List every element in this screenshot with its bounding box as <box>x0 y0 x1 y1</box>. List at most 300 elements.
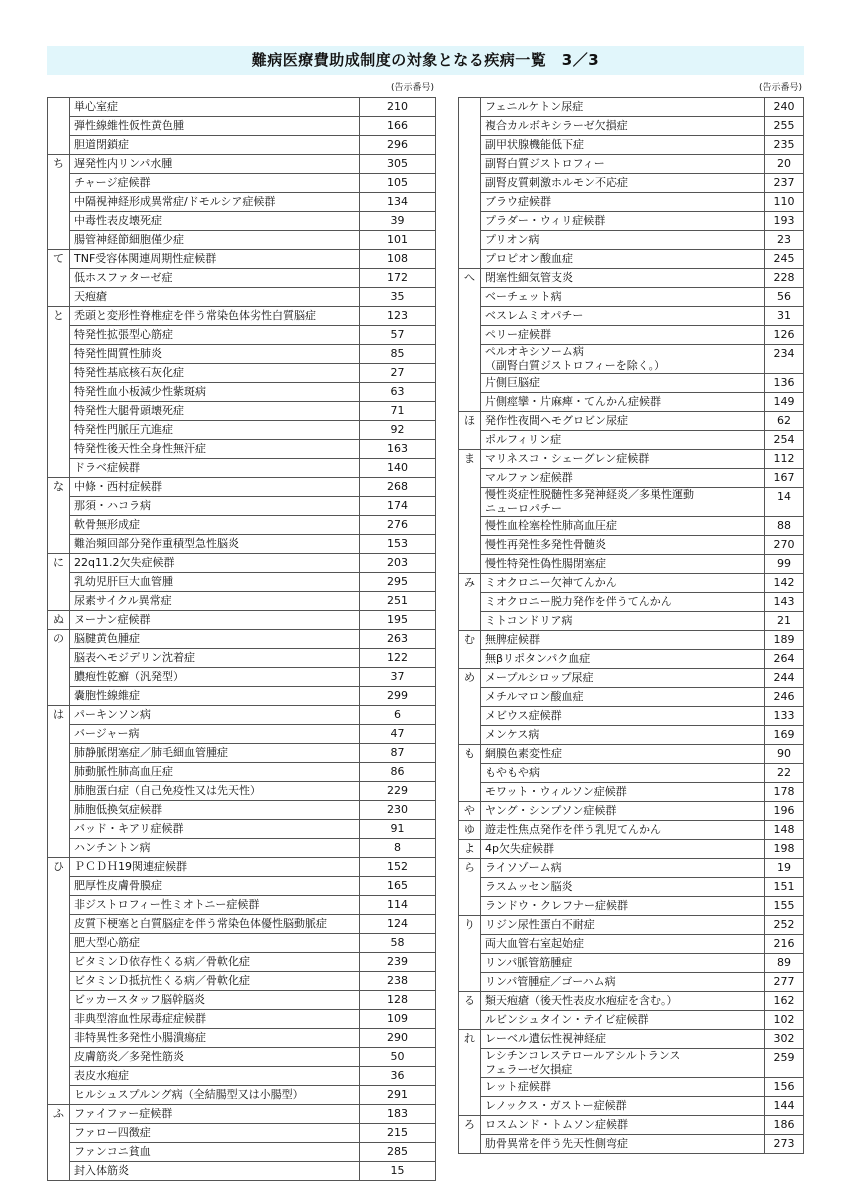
table-row <box>48 459 436 478</box>
table-row <box>48 364 436 383</box>
notification-number: 151 <box>765 878 804 897</box>
table-row <box>48 269 436 288</box>
table-row <box>459 973 804 992</box>
disease-name: 中條・西村症候群 <box>70 478 360 497</box>
table-row <box>459 174 804 193</box>
disease-name: 特発性大腿骨頭壊死症 <box>70 402 360 421</box>
table-row <box>48 668 436 687</box>
disease-name: プリオン病 <box>481 231 765 250</box>
notification-number: 20 <box>765 155 804 174</box>
table-row <box>459 802 804 821</box>
kana-group-label: や <box>459 802 481 821</box>
notification-number: 251 <box>360 592 436 611</box>
disease-name: 那須・ハコラ病 <box>70 497 360 516</box>
notification-number: 39 <box>360 212 436 231</box>
notification-number: 136 <box>765 374 804 393</box>
notification-number: 92 <box>360 421 436 440</box>
table-row <box>48 307 436 326</box>
disease-name: 尿素サイクル異常症 <box>70 592 360 611</box>
notification-number: 216 <box>765 935 804 954</box>
kana-group-label: む <box>459 631 481 669</box>
notification-number: 215 <box>360 1124 436 1143</box>
disease-name: バッド・キアリ症候群 <box>70 820 360 839</box>
kana-group-label: め <box>459 669 481 745</box>
table-row <box>459 935 804 954</box>
notification-number: 163 <box>360 440 436 459</box>
disease-name: もやもや病 <box>481 764 765 783</box>
kana-group-label: な <box>48 478 70 554</box>
kana-group-label: み <box>459 574 481 631</box>
notification-number: 58 <box>360 934 436 953</box>
table-row <box>48 972 436 991</box>
notification-number: 37 <box>360 668 436 687</box>
table-row <box>48 706 436 725</box>
notification-number: 109 <box>360 1010 436 1029</box>
table-row <box>48 383 436 402</box>
disease-name: 嚢胞性線維症 <box>70 687 360 706</box>
notification-number: 166 <box>360 117 436 136</box>
table-row <box>48 98 436 117</box>
table-row <box>459 916 804 935</box>
notification-number: 87 <box>360 744 436 763</box>
notification-number: 165 <box>360 877 436 896</box>
table-row <box>48 725 436 744</box>
disease-name: 脳表ヘモジデリン沈着症 <box>70 649 360 668</box>
kana-group-label: ぬ <box>48 611 70 630</box>
notification-number: 128 <box>360 991 436 1010</box>
notification-number: 143 <box>765 593 804 612</box>
kana-group-label: ゆ <box>459 821 481 840</box>
notification-number: 255 <box>765 117 804 136</box>
notification-number: 102 <box>765 1011 804 1030</box>
notification-number: 183 <box>360 1105 436 1124</box>
disease-name: フェニルケトン尿症 <box>481 98 765 117</box>
disease-name: 副腎皮質刺激ホルモン不応症 <box>481 174 765 193</box>
table-row <box>48 896 436 915</box>
table-row <box>48 1143 436 1162</box>
notification-number: 252 <box>765 916 804 935</box>
kana-group-label: へ <box>459 269 481 412</box>
notification-number: 239 <box>360 953 436 972</box>
table-row <box>459 98 804 117</box>
table-row <box>459 859 804 878</box>
disease-name: 単心室症 <box>70 98 360 117</box>
table-row <box>459 155 804 174</box>
table-row <box>459 1097 804 1116</box>
table-row <box>459 1011 804 1030</box>
disease-name: プラダー・ウィリ症候群 <box>481 212 765 231</box>
disease-name: ヤング・シンプソン症候群 <box>481 802 765 821</box>
table-row <box>459 1078 804 1097</box>
disease-name: 無脾症候群 <box>481 631 765 650</box>
table-row <box>48 687 436 706</box>
notification-number: 305 <box>360 155 436 174</box>
notification-number: 276 <box>360 516 436 535</box>
table-row <box>48 155 436 174</box>
notification-number: 133 <box>765 707 804 726</box>
disease-name: 網膜色素変性症 <box>481 745 765 764</box>
table-row <box>459 688 804 707</box>
kana-group-label: ろ <box>459 1116 481 1154</box>
kana-group-label: に <box>48 554 70 611</box>
table-row <box>459 412 804 431</box>
disease-name: 膿疱性乾癬（汎発型） <box>70 668 360 687</box>
notification-number: 245 <box>765 250 804 269</box>
notification-number: 99 <box>765 555 804 574</box>
table-row <box>459 193 804 212</box>
disease-name: 片側痙攣・片麻痺・てんかん症候群 <box>481 393 765 412</box>
disease-name: ビタミンＤ抵抗性くる病／骨軟化症 <box>70 972 360 991</box>
notification-number: 210 <box>360 98 436 117</box>
table-row <box>459 954 804 973</box>
table-row <box>48 763 436 782</box>
notification-number: 105 <box>360 174 436 193</box>
notification-number: 112 <box>765 450 804 469</box>
notification-number: 124 <box>360 915 436 934</box>
disease-name: プロピオン酸血症 <box>481 250 765 269</box>
table-row <box>459 288 804 307</box>
notification-number: 277 <box>765 973 804 992</box>
table-row <box>459 326 804 345</box>
notification-number: 169 <box>765 726 804 745</box>
table-row <box>459 469 804 488</box>
notification-number: 88 <box>765 517 804 536</box>
notification-number: 57 <box>360 326 436 345</box>
notification-number: 114 <box>360 896 436 915</box>
notification-number: 234 <box>765 345 804 374</box>
disease-name: 肺動脈性肺高血圧症 <box>70 763 360 782</box>
table-row <box>459 393 804 412</box>
notification-number: 36 <box>360 1067 436 1086</box>
disease-name: ファイファー症候群 <box>70 1105 360 1124</box>
disease-name: 4p欠失症候群 <box>481 840 765 859</box>
notification-number: 174 <box>360 497 436 516</box>
table-row <box>459 307 804 326</box>
notification-number: 228 <box>765 269 804 288</box>
right-column <box>458 80 804 1154</box>
table-row <box>459 488 804 517</box>
disease-name: ハンチントン病 <box>70 839 360 858</box>
notification-number: 62 <box>765 412 804 431</box>
notification-number: 23 <box>765 231 804 250</box>
table-row <box>48 1048 436 1067</box>
disease-name: 無βリポタンパク血症 <box>481 650 765 669</box>
notification-number: 296 <box>360 136 436 155</box>
table-row <box>48 858 436 877</box>
disease-name: 表皮水疱症 <box>70 1067 360 1086</box>
notification-number: 193 <box>765 212 804 231</box>
disease-name: 肺胞蛋白症（自己免疫性又は先天性） <box>70 782 360 801</box>
table-row <box>48 421 436 440</box>
disease-name: ビタミンＤ依存性くる病／骨軟化症 <box>70 953 360 972</box>
table-row <box>48 915 436 934</box>
disease-name: 22q11.2欠失症候群 <box>70 554 360 573</box>
disease-name: 特発性後天性全身性無汗症 <box>70 440 360 459</box>
table-row <box>48 345 436 364</box>
table-row <box>48 782 436 801</box>
notification-number: 198 <box>765 840 804 859</box>
kana-group-label: る <box>459 992 481 1030</box>
notification-number: 126 <box>765 326 804 345</box>
disease-name: 発作性夜間ヘモグロビン尿症 <box>481 412 765 431</box>
disease-name: ペリー症候群 <box>481 326 765 345</box>
table-row <box>48 592 436 611</box>
disease-name: ベーチェット病 <box>481 288 765 307</box>
disease-name: 慢性特発性偽性腸閉塞症 <box>481 555 765 574</box>
disease-name: レット症候群 <box>481 1078 765 1097</box>
notification-number: 290 <box>360 1029 436 1048</box>
disease-name: 脳腱黄色腫症 <box>70 630 360 649</box>
table-row <box>459 536 804 555</box>
notification-number: 237 <box>765 174 804 193</box>
table-row <box>48 117 436 136</box>
notification-number: 47 <box>360 725 436 744</box>
table-row <box>48 516 436 535</box>
table-row <box>48 1105 436 1124</box>
disease-name: ライソゾーム病 <box>481 859 765 878</box>
kana-group-label: も <box>459 745 481 802</box>
disease-name: 慢性再発性多発性骨髄炎 <box>481 536 765 555</box>
disease-name: 閉塞性細気管支炎 <box>481 269 765 288</box>
notification-number: 19 <box>765 859 804 878</box>
disease-name: 低ホスファターゼ症 <box>70 269 360 288</box>
disease-name: 類天疱瘡（後天性表皮水疱症を含む。） <box>481 992 765 1011</box>
table-row <box>48 649 436 668</box>
table-row <box>459 612 804 631</box>
notification-number: 110 <box>765 193 804 212</box>
notification-number: 31 <box>765 307 804 326</box>
table-row <box>48 934 436 953</box>
disease-name: 両大血管右室起始症 <box>481 935 765 954</box>
disease-name: 封入体筋炎 <box>70 1162 360 1181</box>
kana-group-label: ら <box>459 859 481 916</box>
table-row <box>459 992 804 1011</box>
table-row <box>459 783 804 802</box>
kana-group-label <box>48 98 70 155</box>
notification-number: 56 <box>765 288 804 307</box>
notification-number: 238 <box>360 972 436 991</box>
table-row <box>48 250 436 269</box>
notification-number: 295 <box>360 573 436 592</box>
table-row <box>48 535 436 554</box>
table-row <box>48 839 436 858</box>
kana-group-label: の <box>48 630 70 706</box>
disease-name: 非特異性多発性小腸潰瘍症 <box>70 1029 360 1048</box>
disease-name: ルビンシュタイン・テイビ症候群 <box>481 1011 765 1030</box>
disease-name: 皮膚筋炎／多発性筋炎 <box>70 1048 360 1067</box>
disease-name: 肺静脈閉塞症／肺毛細血管腫症 <box>70 744 360 763</box>
notification-number: 91 <box>360 820 436 839</box>
disease-name: 特発性基底核石灰化症 <box>70 364 360 383</box>
disease-name: 非典型溶血性尿毒症症候群 <box>70 1010 360 1029</box>
disease-name: メープルシロップ尿症 <box>481 669 765 688</box>
kana-group-label: ち <box>48 155 70 250</box>
table-row <box>459 726 804 745</box>
notification-number: 27 <box>360 364 436 383</box>
notification-number: 172 <box>360 269 436 288</box>
notification-number: 229 <box>360 782 436 801</box>
table-row <box>48 1124 436 1143</box>
kana-group-label: て <box>48 250 70 307</box>
table-row <box>459 840 804 859</box>
table-row <box>459 1116 804 1135</box>
kana-group-label: よ <box>459 840 481 859</box>
disease-table-right <box>458 97 804 1154</box>
table-row <box>48 402 436 421</box>
notification-number: 186 <box>765 1116 804 1135</box>
disease-name: ファロー四徴症 <box>70 1124 360 1143</box>
table-row <box>48 440 436 459</box>
disease-name: メンケス病 <box>481 726 765 745</box>
disease-name: 胆道閉鎖症 <box>70 136 360 155</box>
kana-group-label: り <box>459 916 481 992</box>
kana-group-label: ひ <box>48 858 70 1105</box>
notification-number: 85 <box>360 345 436 364</box>
notification-number: 189 <box>765 631 804 650</box>
disease-name: 難治頻回部分発作重積型急性脳炎 <box>70 535 360 554</box>
notification-number: 285 <box>360 1143 436 1162</box>
table-row <box>459 745 804 764</box>
notification-number: 235 <box>765 136 804 155</box>
table-row <box>459 593 804 612</box>
disease-name: 特発性拡張型心筋症 <box>70 326 360 345</box>
disease-name: ビッカースタッフ脳幹脳炎 <box>70 991 360 1010</box>
notification-number: 22 <box>765 764 804 783</box>
notification-number: 254 <box>765 431 804 450</box>
table-row <box>48 953 436 972</box>
notification-number: 14 <box>765 488 804 517</box>
notification-number: 291 <box>360 1086 436 1105</box>
table-row <box>48 231 436 250</box>
notification-number: 71 <box>360 402 436 421</box>
disease-name: モワット・ウィルソン症候群 <box>481 783 765 802</box>
notification-number: 15 <box>360 1162 436 1181</box>
disease-name: ブラウ症候群 <box>481 193 765 212</box>
table-row <box>459 250 804 269</box>
notification-number: 155 <box>765 897 804 916</box>
table-row <box>48 1162 436 1181</box>
table-row <box>459 707 804 726</box>
table-row <box>459 1135 804 1154</box>
disease-name: 腸管神経節細胞僅少症 <box>70 231 360 250</box>
disease-name: ペルオキシソーム病 （副腎白質ジストロフィーを除く。） <box>481 345 765 374</box>
disease-name: 肥厚性皮膚骨膜症 <box>70 877 360 896</box>
notification-number: 178 <box>765 783 804 802</box>
notification-number: 90 <box>765 745 804 764</box>
notification-number: 273 <box>765 1135 804 1154</box>
table-row <box>459 1030 804 1049</box>
notification-number: 8 <box>360 839 436 858</box>
disease-name: 肥大型心筋症 <box>70 934 360 953</box>
disease-name: 複合カルボキシラーゼ欠損症 <box>481 117 765 136</box>
table-row <box>459 231 804 250</box>
notification-number: 153 <box>360 535 436 554</box>
table-row <box>48 174 436 193</box>
disease-name: 肋骨異常を伴う先天性側弯症 <box>481 1135 765 1154</box>
table-row <box>48 497 436 516</box>
notification-number: 270 <box>765 536 804 555</box>
notification-number: 144 <box>765 1097 804 1116</box>
table-row <box>459 631 804 650</box>
disease-name: マルファン症候群 <box>481 469 765 488</box>
disease-name: ファンコニ貧血 <box>70 1143 360 1162</box>
table-row <box>459 669 804 688</box>
notification-number: 108 <box>360 250 436 269</box>
table-row <box>459 878 804 897</box>
disease-name: 片側巨脳症 <box>481 374 765 393</box>
table-row <box>459 1049 804 1078</box>
notification-number: 35 <box>360 288 436 307</box>
notification-number: 149 <box>765 393 804 412</box>
table-row <box>48 1010 436 1029</box>
notification-number: 122 <box>360 649 436 668</box>
table-row <box>459 431 804 450</box>
notification-number: 101 <box>360 231 436 250</box>
disease-name: リンパ脈管筋腫症 <box>481 954 765 973</box>
disease-name: レシチンコレステロールアシルトランス フェラーゼ欠損症 <box>481 1049 765 1078</box>
notification-number: 63 <box>360 383 436 402</box>
number-note-right: (告示番号) <box>758 83 802 93</box>
table-row <box>48 611 436 630</box>
disease-name: 軟骨無形成症 <box>70 516 360 535</box>
disease-name: ラスムッセン脳炎 <box>481 878 765 897</box>
kana-group-label: は <box>48 706 70 858</box>
disease-name: ミオクロニー脱力発作を伴うてんかん <box>481 593 765 612</box>
table-row <box>48 554 436 573</box>
disease-name: 遅発性内リンパ水腫 <box>70 155 360 174</box>
disease-name: メビウス症候群 <box>481 707 765 726</box>
kana-group-label: ふ <box>48 1105 70 1181</box>
disease-name: バージャー病 <box>70 725 360 744</box>
table-row <box>459 517 804 536</box>
kana-group-label: れ <box>459 1030 481 1116</box>
notification-number: 140 <box>360 459 436 478</box>
table-row <box>459 574 804 593</box>
disease-name: 非ジストロフィー性ミオトニー症候群 <box>70 896 360 915</box>
disease-name: ミオクロニー欠神てんかん <box>481 574 765 593</box>
table-row <box>459 450 804 469</box>
notification-number: 89 <box>765 954 804 973</box>
notification-number: 268 <box>360 478 436 497</box>
notification-number: 299 <box>360 687 436 706</box>
disease-name: パーキンソン病 <box>70 706 360 725</box>
table-row <box>459 374 804 393</box>
disease-name: 慢性血栓塞栓性肺高血圧症 <box>481 517 765 536</box>
disease-name: 皮質下梗塞と白質脳症を伴う常染色体優性脳動脈症 <box>70 915 360 934</box>
notification-number: 21 <box>765 612 804 631</box>
notification-number: 156 <box>765 1078 804 1097</box>
notification-number: 86 <box>360 763 436 782</box>
disease-name: 肺胞低換気症候群 <box>70 801 360 820</box>
disease-name: ＰＣＤＨ19関連症候群 <box>70 858 360 877</box>
notification-number: 263 <box>360 630 436 649</box>
table-row <box>48 1086 436 1105</box>
table-row <box>48 744 436 763</box>
table-row <box>459 269 804 288</box>
table-row <box>459 764 804 783</box>
notification-number: 123 <box>360 307 436 326</box>
table-row <box>48 991 436 1010</box>
notification-number: 230 <box>360 801 436 820</box>
notification-number: 148 <box>765 821 804 840</box>
disease-name: 弾性線維性仮性黄色腫 <box>70 117 360 136</box>
notification-number: 167 <box>765 469 804 488</box>
table-row <box>459 117 804 136</box>
kana-group-label: ほ <box>459 412 481 450</box>
notification-number: 195 <box>360 611 436 630</box>
disease-name: ドラベ症候群 <box>70 459 360 478</box>
disease-name: 特発性間質性肺炎 <box>70 345 360 364</box>
